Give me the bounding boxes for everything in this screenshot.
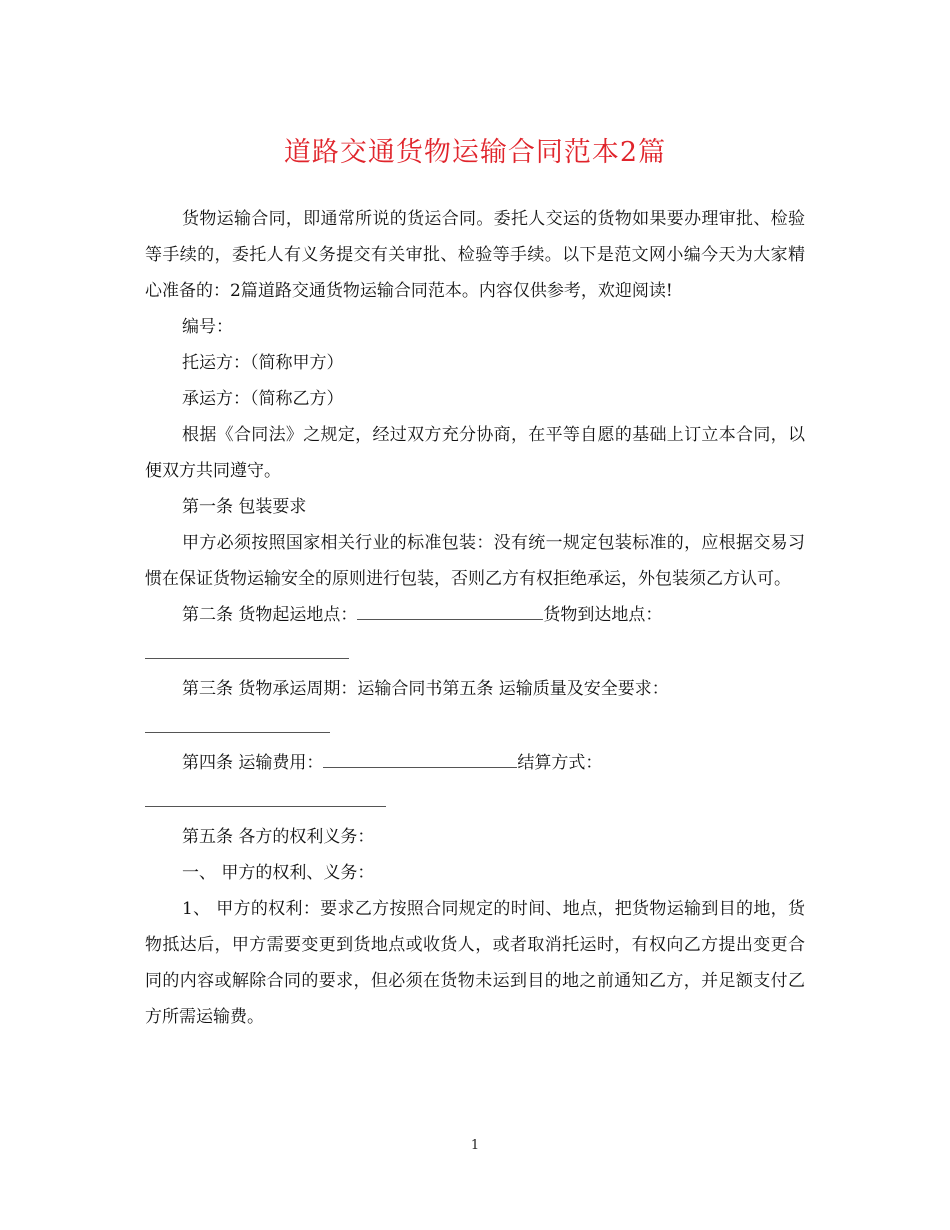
- article4-line: [145, 745, 805, 781]
- article2-line: [145, 597, 805, 633]
- intro-paragraph: 货物运输合同，即通常所说的货运合同。委托人交运的货物如果要办理审批、检验等手续的，委托人有义务提交有关审批、检验等手续。以下是范文网小编今天为大家精心准备的：2篇道路交通货物运输合同范本。内容仅供参考，欢迎阅读!: [145, 209, 805, 301]
- preamble-paragraph: 根据《合同法》之规定，经过双方充分协商，在平等自愿的基础上订立本合同，以便双方共同遵守。: [145, 425, 805, 481]
- article2-destination-label: 货物到达地点：: [543, 605, 663, 625]
- document-body: [145, 201, 805, 1035]
- article5-item1: 1、 甲方的权利：要求乙方按照合同规定的时间、地点，把货物运输到目的地，货物抵达后，甲方需要变更到货地点或收货人，或者取消托运时，有权向乙方提出变更合同的内容或解除合同的要求，但必须在货物未运到目的地之前通知乙方，并足额支付乙方所需运输费。: [145, 899, 805, 1027]
- page-number: 1: [470, 1138, 480, 1153]
- article4-fee-label: 第四条 运输费用：: [182, 753, 324, 773]
- fee-blank: [323, 745, 517, 768]
- document-title: 道路交通货物运输合同范本2篇: [283, 137, 667, 168]
- number-field: 编号：: [182, 317, 233, 337]
- article2-origin-label: 第二条 货物起运地点：: [182, 605, 358, 625]
- article3-blank: [145, 707, 330, 733]
- article5-heading: 第五条 各方的权利义务：: [182, 827, 375, 847]
- article1-text: 甲方必须按照国家相关行业的标准包装：没有统一规定包装标准的，应根据交易习惯在保证货物运输安全的原则进行包装，否则乙方有权拒绝承运，外包装须乙方认可。: [145, 533, 805, 589]
- destination-blank: [145, 633, 349, 659]
- article5-subheading: 一、 甲方的权利、义务：: [182, 863, 375, 883]
- article4-settlement-label: 结算方式：: [517, 753, 603, 773]
- article1-heading: 第一条 包装要求: [182, 497, 307, 517]
- origin-blank: [357, 597, 543, 620]
- settlement-blank: [145, 781, 386, 807]
- carrier-field: 承运方：（简称乙方）: [182, 389, 344, 409]
- shipper-field: 托运方：（简称甲方）: [182, 353, 344, 373]
- article3-text: 第三条 货物承运周期：运输合同书第五条 运输质量及安全要求：: [182, 679, 669, 699]
